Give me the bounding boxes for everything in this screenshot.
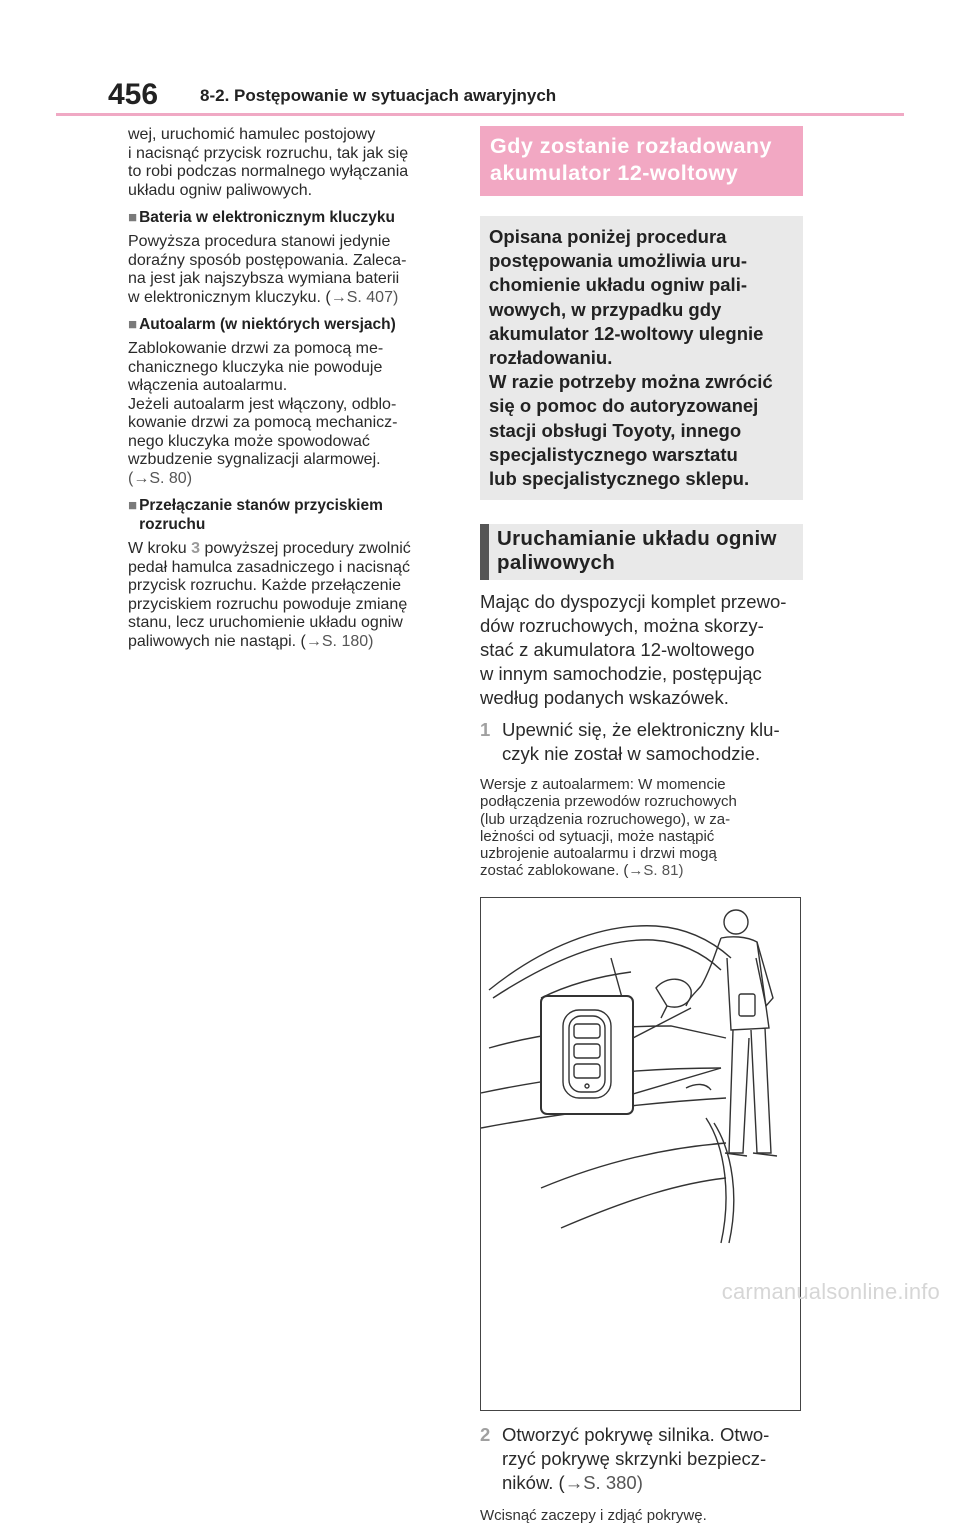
watermark: carmanualsonline.info: [721, 1279, 940, 1304]
square-bullet-icon: ■: [128, 209, 138, 226]
text-line: i nacisnąć przycisk rozruchu, tak jak się: [128, 144, 409, 162]
subheading-alarm: [128, 315, 458, 334]
page-header: [0, 0, 960, 116]
text-line: doraźny sposób postępowania. Zaleca-: [128, 251, 407, 269]
battery-paragraph: [128, 233, 458, 307]
text-line: W kroku: [128, 540, 192, 557]
square-bullet-icon: ■: [128, 497, 138, 514]
page-number: 456: [108, 78, 159, 111]
alarm-paragraph: [128, 340, 458, 488]
illustration-frame: [480, 897, 801, 1411]
subheading-text: Bateria w elektronicznym kluczyku: [139, 209, 395, 226]
text-line: włączenia autoalarmu.: [128, 377, 288, 394]
page-reference[interactable]: →S. 81): [628, 862, 684, 880]
subheading-text: Przełączanie stanów przyciskiem rozruchu: [139, 497, 383, 533]
chapter-banner: Gdy zostanie rozładowany akumulator 12-woltowy: [480, 126, 803, 196]
section-title: 8-2. Postępowanie w sytuacjach awaryjnych: [200, 86, 557, 105]
step-1: [480, 718, 803, 766]
right-column: [480, 126, 803, 1525]
page-reference[interactable]: →S. 180): [305, 632, 374, 650]
step-number: 2: [480, 1424, 491, 1446]
text-line: Jeżeli autoalarm jest włączony, odblo-: [128, 395, 397, 413]
step-2: [480, 1423, 803, 1495]
text-line: wej, uruchomić hamulec postojowy: [128, 126, 376, 143]
step-1-note: Wersje z autoalarmem: W momencie podłączenia przewodów rozruchowych (lub urządzenia rozruchowego), w za- leżności od sytuacji, może nastąpić uzbrojenie autoalarmu i drzwi mogą zostać zablokowane. (→S. 81): [480, 776, 737, 880]
subheading-start-button: [128, 496, 458, 534]
step-number: 1: [480, 719, 491, 741]
text-line: wzbudzenie sygnalizacji alarmowej.: [128, 451, 381, 468]
step-2-note: Wcisnąć zaczepy i zdjąć pokrywę.: [480, 1507, 707, 1525]
square-bullet-icon: ■: [128, 316, 138, 333]
step-text: Upewnić się, że elektroniczny klu- czyk nie został w samochodzie.: [502, 719, 780, 765]
text-line: przyciskiem rozruchu powoduje zmianę: [128, 595, 408, 613]
page-reference[interactable]: →S. 407): [330, 288, 399, 306]
text-line: to robi podczas normalnego wyłączania: [128, 163, 409, 180]
text-line: kowanie drzwi za pomocą mechanicz-: [128, 414, 398, 431]
text-line: w elektronicznym kluczyku. (: [128, 288, 331, 306]
text-line: układu ogniw paliwowych.: [128, 181, 313, 199]
intro-paragraph: [128, 126, 458, 200]
text-line: stanu, lecz uruchomienie układu ogniw: [128, 614, 403, 631]
jump-start-paragraph: Mając do dyspozycji komplet przewo- dów rozruchowych, można skorzy- stać z akumulatora 12-woltowego w innym samochodzie, postępując według podanych wskazówek.: [480, 591, 787, 709]
intro-box: Opisana poniżej procedura postępowania umożliwia uru- chomienie układu ogniw pali- wowych, w przypadku gdy akumulator 12-woltowy ulegnie rozładowaniu. W razie potrzeby można zwrócić się o pomoc do autoryzowanej stacji obsługi Toyoty, innego specjalistycznego warsztatu lub specjalistycznego sklepu.: [480, 216, 803, 500]
start-button-paragraph: W kroku 3 powyższej procedury zwolnić pedał hamulca zasadniczego i nacisnąć przycisk rozruchu. Każde przełączenie przyciskiem rozruchu powoduje zmianę stanu, lecz uruchomienie układu ogniw paliwowych nie nastąpi. (→S. 180): [128, 540, 411, 650]
text-line: Zablokowanie drzwi za pomocą me-: [128, 340, 384, 357]
step-number-ref: 3: [191, 540, 201, 557]
section-heading: Uruchamianie układu ogniw paliwowych: [480, 524, 803, 580]
text-line: paliwowych nie nastąpi. (: [128, 632, 306, 650]
subheading-text: Autoalarm (w niektórych wersjach): [139, 316, 396, 333]
page-reference[interactable]: →S. 380): [564, 1472, 643, 1494]
text-line: chanicznego kluczyka nie powoduje: [128, 358, 383, 376]
car-door-illustration: [481, 898, 802, 1412]
left-column: [128, 126, 458, 651]
text-line: nego kluczyka może spowodować: [128, 432, 370, 450]
text-line: na jest jak najszybsza wymiana baterii: [128, 270, 400, 287]
illustration-car-key: [480, 897, 801, 1411]
step-text: Otworzyć pokrywę silnika. Otwo- rzyć pokrywę skrzynki bezpiecz- ników. (→S. 380): [502, 1424, 770, 1494]
page-reference[interactable]: (→S. 80): [128, 469, 193, 487]
text-line: przycisk rozruchu. Każde przełączenie: [128, 577, 402, 594]
subheading-battery: [128, 208, 458, 227]
header-divider: [56, 113, 904, 116]
text-line: pedał hamulca zasadniczego i nacisnąć: [128, 558, 410, 576]
text-line: Powyższa procedura stanowi jedynie: [128, 233, 391, 250]
